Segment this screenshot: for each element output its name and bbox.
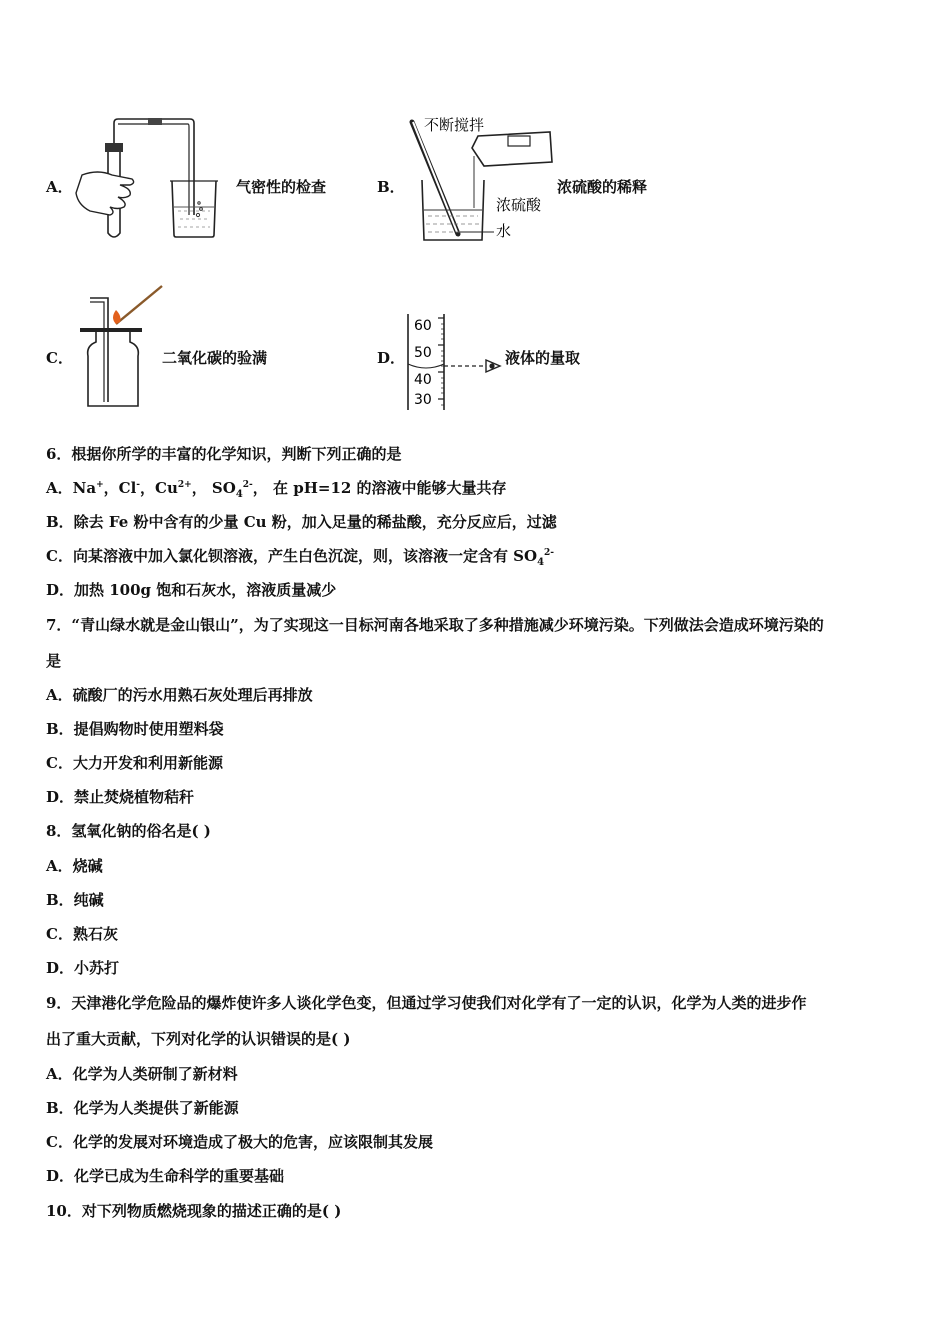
option-b-caption: 浓硫酸的稀释 xyxy=(557,178,648,196)
label-acid: 浓硫酸 xyxy=(496,196,542,214)
q8-option-b: B．纯碱 xyxy=(46,891,104,909)
option-c-caption: 二氧化碳的验满 xyxy=(162,349,268,367)
q9-stem-line2: 出了重大贡献，下列对化学的认识错误的是( ) xyxy=(46,1030,351,1048)
airtightness-check-figure xyxy=(70,115,230,245)
q9-option-b: B．化学为人类提供了新能源 xyxy=(46,1099,239,1117)
q7-option-b: B．提倡购物时使用塑料袋 xyxy=(46,720,224,738)
option-c-letter: C． xyxy=(46,349,73,367)
q6-option-b: B．除去 Fe 粉中含有的少量 Cu 粉，加入足量的稀盐酸，充分反应后，过滤 xyxy=(46,513,557,531)
q9-stem-line1: 9．天津港化学危险品的爆炸使许多人谈化学色变，但通过学习使我们对化学有了一定的认识，化学为人类的进步作 xyxy=(46,994,807,1012)
q8-option-c: C．熟石灰 xyxy=(46,925,118,943)
q8-option-a: A．烧碱 xyxy=(46,857,103,875)
q7-option-c: C．大力开发和利用新能源 xyxy=(46,754,223,772)
option-a-caption: 气密性的检查 xyxy=(236,178,327,196)
q10-stem: 10．对下列物质燃烧现象的描述正确的是( ) xyxy=(46,1202,342,1220)
q9-option-d: D．化学已成为生命科学的重要基础 xyxy=(46,1167,285,1185)
tick-30: 30 xyxy=(414,392,432,408)
tick-40: 40 xyxy=(414,372,432,388)
label-stir: 不断搅拌 xyxy=(424,116,485,134)
q6-stem: 6．根据你所学的丰富的化学知识，判断下列正确的是 xyxy=(46,445,402,463)
q9-option-a: A．化学为人类研制了新材料 xyxy=(46,1065,238,1083)
option-d-caption: 液体的量取 xyxy=(505,349,581,367)
acid-dilution-figure xyxy=(400,108,560,248)
option-b-letter: B． xyxy=(377,178,405,196)
q8-option-d: D．小苏打 xyxy=(46,959,120,977)
q6-option-c: C．向某溶液中加入氯化钡溶液，产生白色沉淀，则，该溶液一定含有 $SO_4^{2-}$ xyxy=(46,547,555,568)
co2-test-figure xyxy=(76,284,168,412)
q8-stem: 8．氢氧化钠的俗名是( ) xyxy=(46,822,211,840)
q6-option-a: A．Na+，Cl-，$Cu^{2+}$， $SO_4^{2-}$， 在 pH=12 的溶液中能够大量共存 xyxy=(46,479,507,500)
q7-option-a: A．硫酸厂的污水用熟石灰处理后再排放 xyxy=(46,686,313,704)
q7-option-d: D．禁止焚烧植物秸秆 xyxy=(46,788,195,806)
q7-stem-line1: 7．“青山绿水就是金山银山”，为了实现这一目标河南各地采取了多种措施减少环境污染。下列做法会造成环境污染的 xyxy=(46,616,824,634)
q7-stem-line2: 是 xyxy=(46,652,62,670)
tick-50: 50 xyxy=(414,345,432,361)
q9-option-c: C．化学的发展对环境造成了极大的危害，应该限制其发展 xyxy=(46,1133,433,1151)
cylinder-reading-figure xyxy=(404,312,508,412)
option-d-letter: D． xyxy=(377,349,406,367)
tick-60: 60 xyxy=(414,318,432,334)
option-a-letter: A． xyxy=(46,178,73,196)
q6-option-d: D．加热 100g 饱和石灰水，溶液质量减少 xyxy=(46,581,337,599)
label-water: 水 xyxy=(496,222,512,240)
